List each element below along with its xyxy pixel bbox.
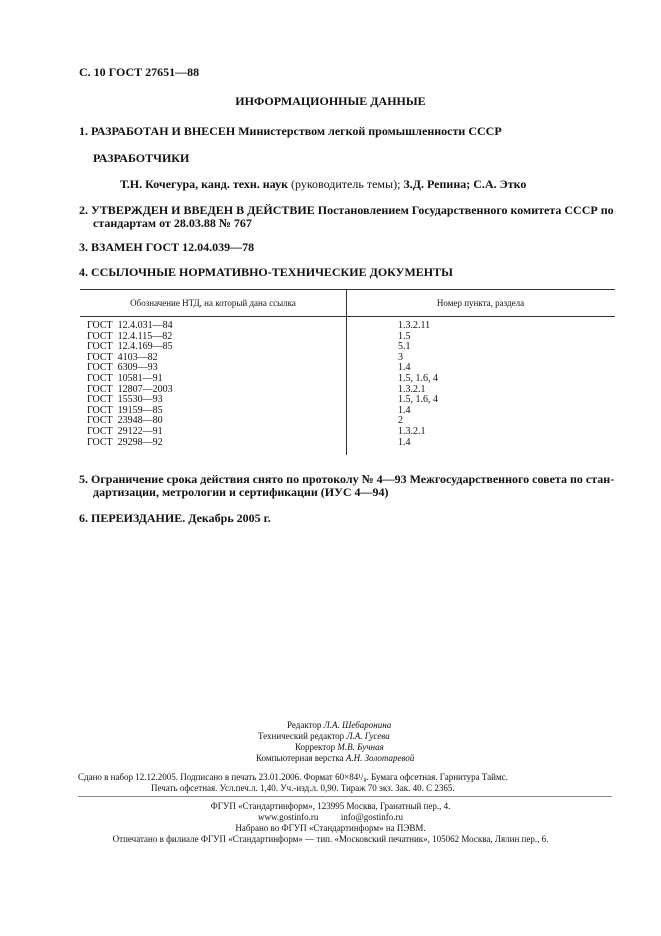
editor-label: Редактор xyxy=(287,720,322,730)
table-cell-clause: 2 xyxy=(398,415,403,427)
item-3 xyxy=(79,240,254,255)
section-title: ИНФОРМАЦИОННЫЕ ДАННЫЕ xyxy=(235,94,426,108)
corrector-label: Корректор xyxy=(295,742,336,752)
publisher-block xyxy=(0,801,661,845)
developer-1: Т.Н. Кочегура, канд. техн. наук xyxy=(120,177,288,191)
layout-name: А.Н. Золотаревой xyxy=(345,753,415,763)
item-1-text: Министерством легкой промышленности СССР xyxy=(238,124,502,138)
table-cell-designation: ГОСТ 6309—93 xyxy=(87,362,158,374)
layout-label: Компьютерная верстка xyxy=(256,753,344,763)
item-1-number: 1. xyxy=(79,124,88,138)
imprint-credits xyxy=(0,720,661,764)
table-cell-designation: ГОСТ 12.4.031—84 xyxy=(87,320,173,331)
developers-list xyxy=(120,177,526,192)
imprint-rule xyxy=(78,796,612,797)
layout-line xyxy=(0,753,661,764)
tech-editor-label: Технический редактор xyxy=(258,731,345,741)
item-6-text: ПЕРЕИЗДАНИЕ. Декабрь 2005 г. xyxy=(91,511,271,525)
item-4-number: 4. xyxy=(79,265,88,279)
tech-editor-line xyxy=(0,731,661,742)
item-2-heading: УТВЕРЖДЕН И ВВЕДЕН В ДЕЙСТВИЕ xyxy=(91,203,315,217)
table-cell-clause: 1.3.2.11 xyxy=(398,320,431,331)
table-cell-designation: ГОСТ 19159—85 xyxy=(87,404,163,416)
table-column-divider xyxy=(346,289,347,455)
table-header-col-2: Номер пункта, раздела xyxy=(436,298,525,308)
item-2-number: 2. xyxy=(79,203,88,217)
item-2-text-1: Постановлением Государственного комитета СССР по xyxy=(317,203,614,217)
page-header: С. 10 ГОСТ 27651—88 xyxy=(79,65,200,79)
table-cell-designation: ГОСТ 10581—91 xyxy=(87,372,163,384)
table-header-col-1: Обозначение НТД, на который дана ссылка xyxy=(130,298,296,308)
item-6-number: 6. xyxy=(79,511,88,525)
imprint-line-1: Сдано в набор 12.12.2005. Подписано в печать 23.01.2006. Формат 60×84¹/₈. Бумага офсетная. Гарнитура Таймс. xyxy=(78,772,508,782)
tech-editor-name: Л.А. Гусева xyxy=(346,731,390,741)
item-2-line-2: стандартам от 28.03.88 № 767 xyxy=(93,216,252,230)
table-cell-clause: 1.4 xyxy=(398,404,411,416)
table-cell-designation: ГОСТ 23948—80 xyxy=(87,415,163,427)
table-top-rule xyxy=(80,289,615,290)
table-cell-designation: ГОСТ 4103—82 xyxy=(87,351,158,363)
corrector-name: М.В. Бучная xyxy=(337,742,384,752)
item-3-text: ВЗАМЕН ГОСТ 12.04.039—78 xyxy=(91,240,255,254)
publisher-line-3: Набрано во ФГУП «Стандартинформ» на ПЭВМ. xyxy=(235,823,426,833)
table-cell-clause: 1.3.2.1 xyxy=(398,383,426,395)
imprint-line-2: Печать офсетная. Усл.печ.л. 1,40. Уч.-изд.л. 0,90. Тираж 70 экз. Зак. 40. С 2365. xyxy=(151,783,455,793)
table-cell-clause: 3 xyxy=(398,351,403,363)
item-4 xyxy=(79,265,453,280)
developers-heading: РАЗРАБОТЧИКИ xyxy=(93,151,190,165)
publisher-line-4: Отпечатано в филиале ФГУП «Стандартинформ» — тип. «Московский печатник», 105062 Москва, Лялин пер., 6. xyxy=(112,834,549,844)
item-5-line-2: дартизации, метрологии и сертификации (ИУС 4—94) xyxy=(93,485,389,499)
table-cell-clause: 1.5, 1.6, 4 xyxy=(398,372,438,384)
item-3-number: 3. xyxy=(79,240,88,254)
table-cell-designation: ГОСТ 12.4.115—82 xyxy=(87,330,173,342)
table-cell-designation: ГОСТ 29298—92 xyxy=(87,436,163,448)
editor-line xyxy=(0,720,661,731)
table-cell-clause: 1.3.2.1 xyxy=(398,425,426,437)
table-cell-clause: 1.4 xyxy=(398,362,411,374)
item-1 xyxy=(79,124,502,139)
table-cell-clause: 1.4 xyxy=(398,436,411,448)
table-cell-clause: 1.5, 1.6, 4 xyxy=(398,394,438,406)
item-6 xyxy=(79,511,271,526)
developer-1-role: (руководитель темы); xyxy=(290,177,401,191)
table-col-2 xyxy=(398,321,438,448)
publisher-line-1: ФГУП «Стандартинформ», 123995 Москва, Гранатный пер., 4. xyxy=(210,801,451,811)
table-cell-clause: 1.5 xyxy=(398,330,411,342)
table-cell-designation: ГОСТ 12.4.169—85 xyxy=(87,341,173,353)
table-col-1 xyxy=(87,321,173,448)
editor-name: Л.А. Шебаронина xyxy=(323,720,392,730)
item-1-heading: РАЗРАБОТАН И ВНЕСЕН xyxy=(91,124,236,138)
table-cell-designation: ГОСТ 12807—2003 xyxy=(87,383,173,395)
developer-2: З.Д. Репина; С.А. Этко xyxy=(403,177,527,191)
corrector-line xyxy=(0,742,661,753)
table-cell-designation: ГОСТ 29122—91 xyxy=(87,425,163,437)
item-5-number: 5. xyxy=(79,472,88,486)
table-cell-designation: ГОСТ 15530—93 xyxy=(87,394,163,406)
publisher-line-2: www.gostinfo.ru info@gostinfo.ru xyxy=(258,812,403,822)
item-4-text: ССЫЛОЧНЫЕ НОРМАТИВНО-ТЕХНИЧЕСКИЕ ДОКУМЕНТЫ xyxy=(91,265,453,279)
item-5-text-1: Ограничение срока действия снято по протоколу № 4—93 Межгосударственного совета по стан- xyxy=(91,472,615,486)
table-header-rule xyxy=(80,316,615,317)
table-cell-clause: 5.1 xyxy=(398,341,411,353)
